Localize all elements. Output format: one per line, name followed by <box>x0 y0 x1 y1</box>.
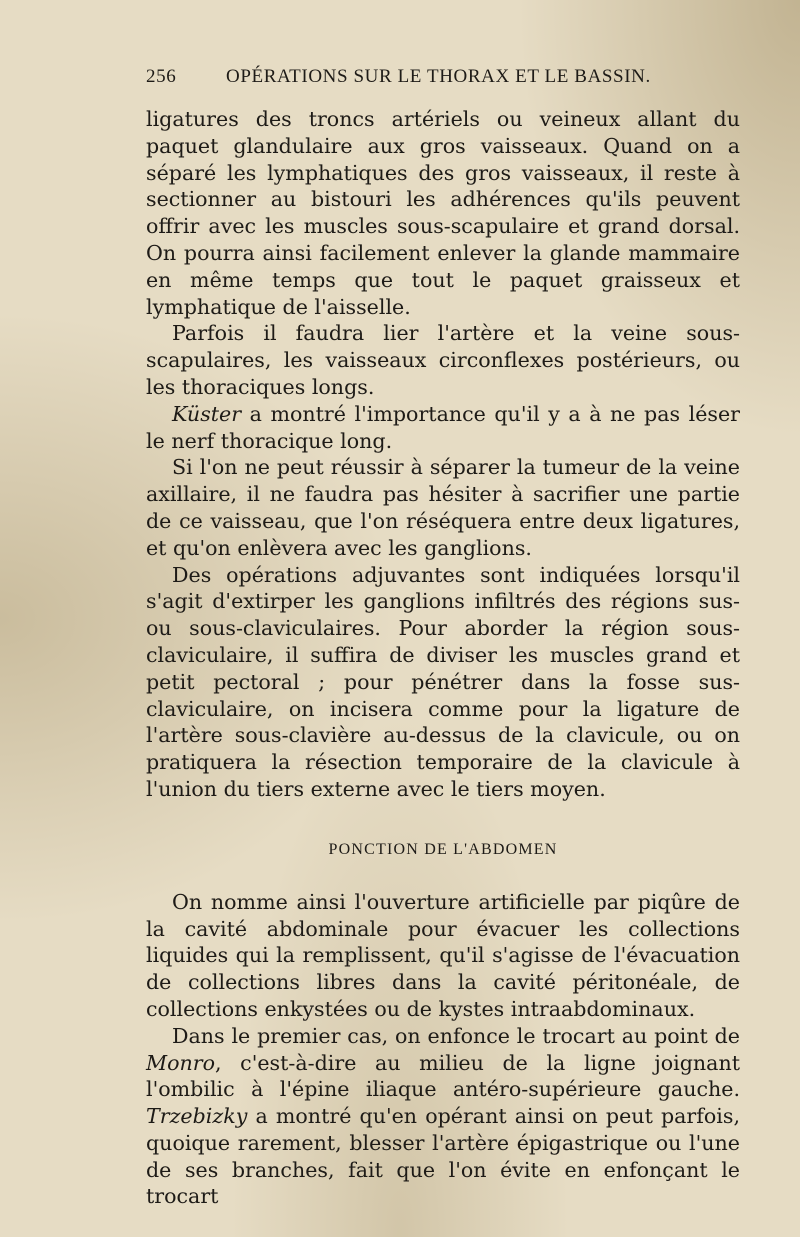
paragraph <box>146 401 740 455</box>
paragraph <box>146 1023 740 1211</box>
author-name: Monro <box>146 1050 215 1075</box>
running-header <box>146 66 740 100</box>
paragraph: Parfois il faudra lier l'artère et la veine sous-scapulaires, les vaisseaux circonflexes postérieurs, ou les thoraciques longs. <box>146 321 740 399</box>
running-title: OPÉRATIONS SUR LE THORAX ET LE BASSIN. <box>226 66 651 87</box>
paragraph: Des opérations adjuvantes sont indiquées lorsqu'il s'agit d'extirper les ganglions infiltrés des régions sus- ou sous-claviculaires. Pour aborder la région sous-claviculaire, il suffira de diviser les muscles grand et petit pectoral ; pour pénétrer dans la fosse sus-claviculaire, on incisera comme pour la ligature de l'artère sous-clavière au-dessus de la clavicule, ou on pratiquera la résection temporaire de la clavicule à l'union du tiers externe avec le tiers moyen. <box>146 562 740 801</box>
paragraph-text: a montré l'importance qu'il y a à ne pas léser le nerf thoracique long. <box>146 401 740 453</box>
paragraph-text: Dans le premier cas, on enfonce le trocart au point de <box>172 1023 740 1048</box>
paragraph: ligatures des troncs artériels ou veineux allant du paquet glandulaire aux gros vaisseaux. Quand on a séparé les lymphatiques des gros vaisseaux, il reste à sectionner au bistouri les adhérences qu'ils peuvent offrir avec les muscles sous-scapulaire et grand dorsal. On pourra ainsi facilement enlever la glande mammaire en même temps que tout le paquet graisseux et lymphatique de l'aisselle. <box>146 107 740 319</box>
body-text <box>146 106 740 1210</box>
paragraph: Si l'on ne peut réussir à séparer la tumeur de la veine axillaire, il ne faudra pas hésiter à sacrifier une partie de ce vaisseau, que l'on réséquera entre deux ligatures, et qu'on enlèvera avec les ganglions. <box>146 455 740 560</box>
paragraph: On nomme ainsi l'ouverture artificielle par piqûre de la cavité abdominale pour évacuer les collections liquides qui la remplissent, qu'il s'agisse de l'évacuation de collections libres dans la cavité péritonéale, de collections enkystées ou de kystes intraabdominaux. <box>146 889 740 1021</box>
author-name: Trzebizky <box>146 1104 248 1129</box>
section-heading-text: PONCTION DE L'ABDOMEN <box>328 840 558 858</box>
author-name: Küster <box>172 401 242 426</box>
book-page <box>146 66 740 1210</box>
paragraph-text: , c'est-à-dire au milieu de la ligne joignant l'ombilic à l'épine iliaque antéro-supérieure gauche. <box>146 1050 740 1102</box>
section-heading <box>146 841 740 859</box>
paragraph-text: a montré qu'en opérant ainsi on peut parfois, quoique rarement, blesser l'artère épigastrique ou l'une de ses branches, fait que l'on évite en enfonçant le trocart <box>146 1104 740 1209</box>
page-number: 256 <box>146 66 177 87</box>
